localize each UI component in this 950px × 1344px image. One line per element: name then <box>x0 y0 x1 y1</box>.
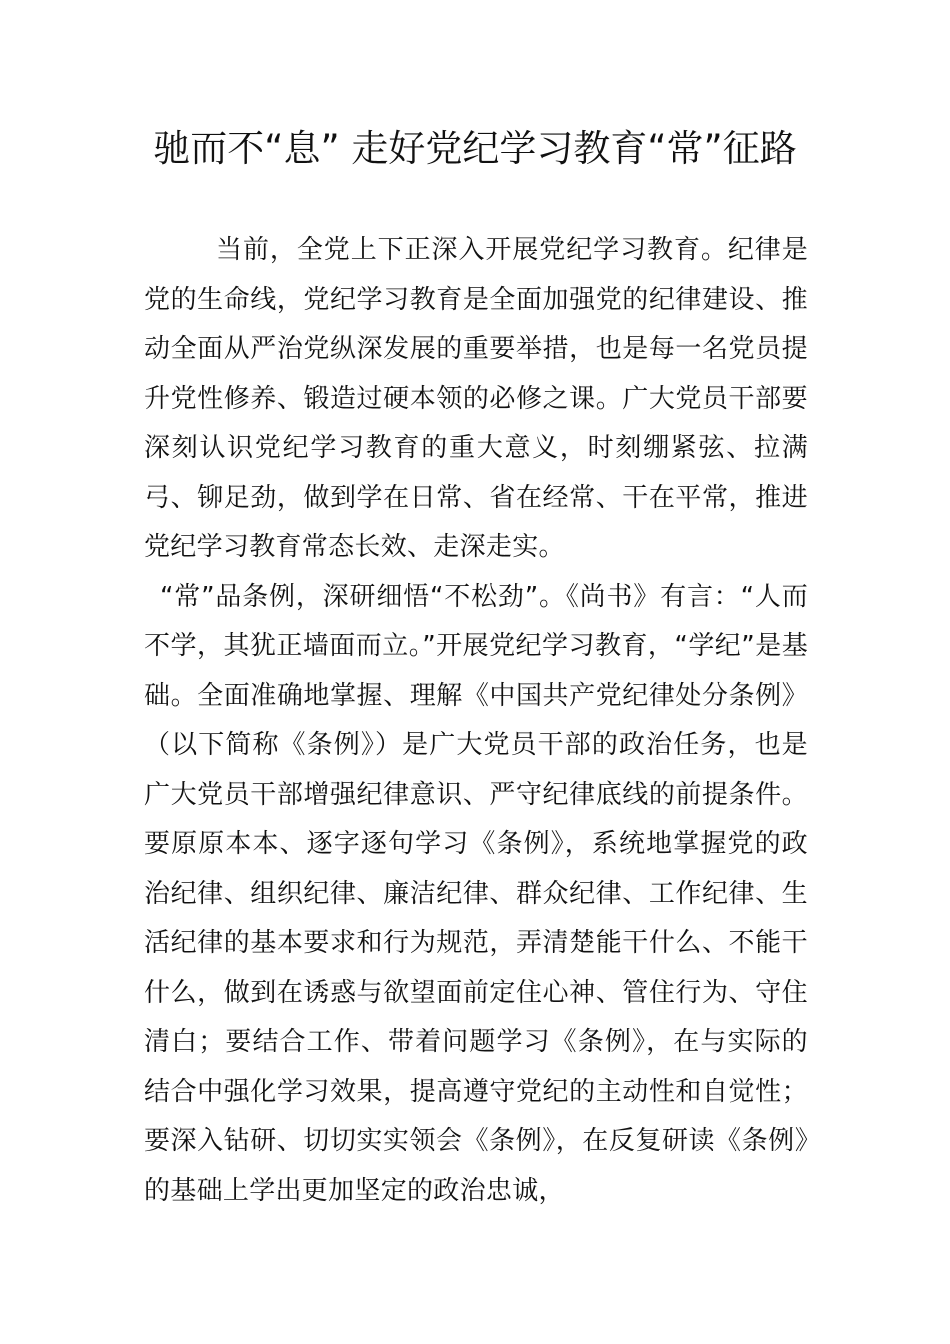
paragraph-1: 当前，全党上下正深入开展党纪学习教育。纪律是党的生命线，党纪学习教育是全面加强党的纪律建设、推动全面从严治党纵深发展的重要举措，也是每一名党员提升党性修养、锻造过硬本领的必修之课。广大党员干部要深刻认识党纪学习教育的重大意义，时刻绷紧弦、拉满弓、铆足劲，做到学在日常、省在经常、干在平常，推进党纪学习教育常态长效、走深走实。 <box>144 235 808 562</box>
paragraph-2: “常”品条例，深研细悟“不松劲”。《尚书》有言：“人而不学，其犹正墙面而立。”开展党纪学习教育，“学纪”是基础。全面准确地掌握、理解《中国共产党纪律处分条例》（以下简称《条例》）是广大党员干部的政治任务，也是广大党员干部增强纪律意识、严守纪律底线的前提条件。要原原本本、逐字逐句学习《条例》，系统地掌握党的政治纪律、组织纪律、廉洁纪律、群众纪律、工作纪律、生活纪律的基本要求和行为规范，弄清楚能干什么、不能干什么，做到在诱惑与欲望面前定住心神、管住行为、守住清白；要结合工作、带着问题学习《条例》，在与实际的结合中强化学习效果，提高遵守党纪的主动性和自觉性；要深入钻研、切切实实领会《条例》，在反复研读《条例》的基础上学出更加坚定的政治忠诚， <box>144 581 808 1206</box>
document-title: 驰而不“息” 走好党纪学习教育“常”征路 <box>153 127 797 170</box>
document-body <box>144 226 808 1216</box>
